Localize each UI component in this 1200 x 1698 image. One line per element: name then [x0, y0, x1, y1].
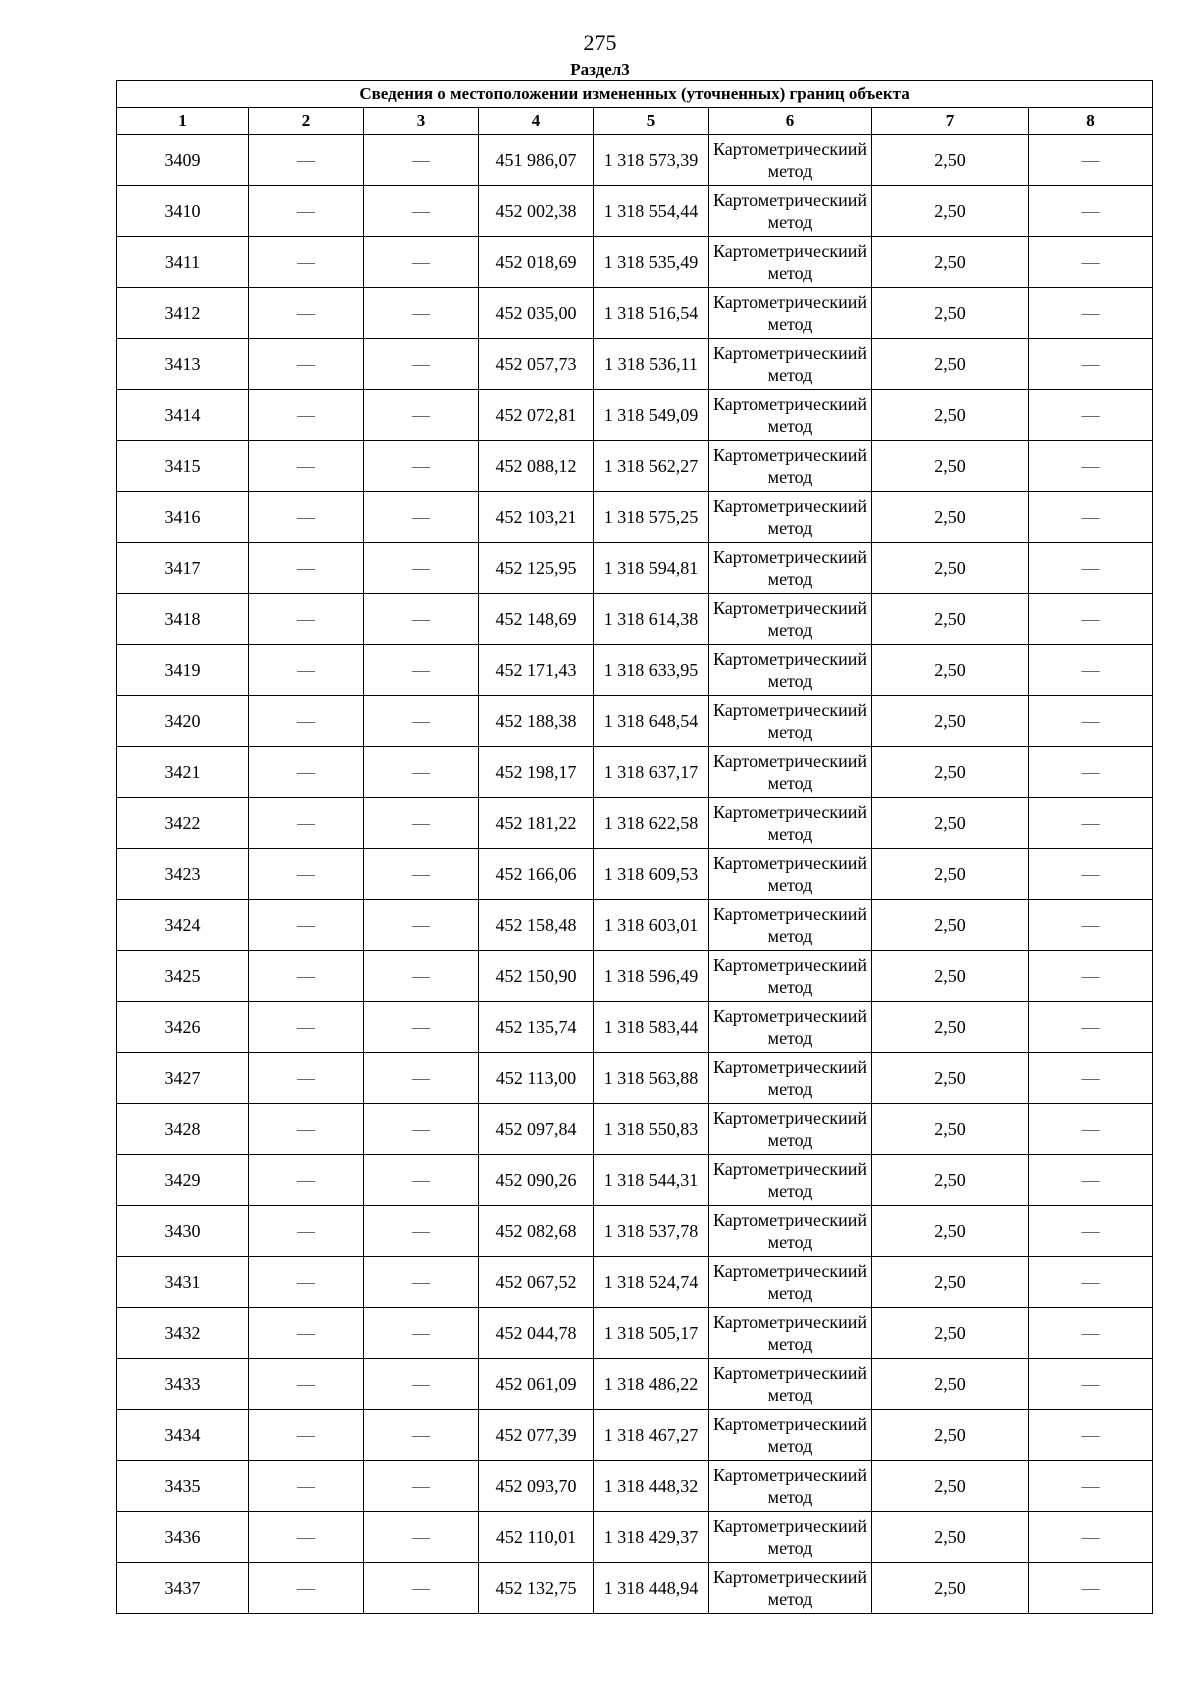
- coord-y-cell: 1 318 429,37: [594, 1512, 709, 1563]
- accuracy-cell: 2,50: [872, 696, 1029, 747]
- method-cell: Картометрическиий метод: [709, 288, 872, 339]
- point-number-cell: 3425: [117, 951, 249, 1002]
- col2-value-cell: —: [249, 492, 364, 543]
- accuracy-cell: 2,50: [872, 135, 1029, 186]
- col8-value-cell: —: [1029, 339, 1153, 390]
- method-cell: Картометрическиий метод: [709, 1410, 872, 1461]
- coord-x-cell: 452 125,95: [479, 543, 594, 594]
- coord-x-cell: 452 035,00: [479, 288, 594, 339]
- col8-value-cell: —: [1029, 1002, 1153, 1053]
- table-row: [117, 441, 1153, 492]
- col3-value-cell: —: [364, 900, 479, 951]
- coord-x-cell: 452 057,73: [479, 339, 594, 390]
- col3-value-cell: —: [364, 1563, 479, 1614]
- col2-value-cell: —: [249, 1410, 364, 1461]
- column-number-4: 4: [479, 108, 594, 135]
- coord-x-cell: 452 077,39: [479, 1410, 594, 1461]
- accuracy-cell: 2,50: [872, 1461, 1029, 1512]
- accuracy-cell: 2,50: [872, 1053, 1029, 1104]
- method-cell: Картометрическиий метод: [709, 1461, 872, 1512]
- accuracy-cell: 2,50: [872, 594, 1029, 645]
- coord-x-cell: 452 097,84: [479, 1104, 594, 1155]
- col3-value-cell: —: [364, 492, 479, 543]
- method-cell: Картометрическиий метод: [709, 339, 872, 390]
- accuracy-cell: 2,50: [872, 390, 1029, 441]
- col8-value-cell: —: [1029, 1257, 1153, 1308]
- col2-value-cell: —: [249, 1461, 364, 1512]
- col8-value-cell: —: [1029, 696, 1153, 747]
- point-number-cell: 3424: [117, 900, 249, 951]
- coord-x-cell: 452 090,26: [479, 1155, 594, 1206]
- point-number-cell: 3418: [117, 594, 249, 645]
- col2-value-cell: —: [249, 798, 364, 849]
- col3-value-cell: —: [364, 1104, 479, 1155]
- accuracy-cell: 2,50: [872, 1410, 1029, 1461]
- col2-value-cell: —: [249, 1053, 364, 1104]
- col8-value-cell: —: [1029, 849, 1153, 900]
- coord-y-cell: 1 318 614,38: [594, 594, 709, 645]
- col8-value-cell: —: [1029, 798, 1153, 849]
- method-cell: Картометрическиий метод: [709, 747, 872, 798]
- point-number-cell: 3417: [117, 543, 249, 594]
- col8-value-cell: —: [1029, 186, 1153, 237]
- coord-y-cell: 1 318 448,32: [594, 1461, 709, 1512]
- coord-x-cell: 452 088,12: [479, 441, 594, 492]
- col3-value-cell: —: [364, 594, 479, 645]
- coord-y-cell: 1 318 633,95: [594, 645, 709, 696]
- point-number-cell: 3416: [117, 492, 249, 543]
- point-number-cell: 3436: [117, 1512, 249, 1563]
- coord-y-cell: 1 318 648,54: [594, 696, 709, 747]
- method-cell: Картометрическиий метод: [709, 492, 872, 543]
- coord-x-cell: 452 198,17: [479, 747, 594, 798]
- table-row: [117, 543, 1153, 594]
- coord-y-cell: 1 318 575,25: [594, 492, 709, 543]
- accuracy-cell: 2,50: [872, 288, 1029, 339]
- table-row: [117, 594, 1153, 645]
- col8-value-cell: —: [1029, 1410, 1153, 1461]
- table-row: [117, 339, 1153, 390]
- method-cell: Картометрическиий метод: [709, 594, 872, 645]
- point-number-cell: 3421: [117, 747, 249, 798]
- coord-y-cell: 1 318 537,78: [594, 1206, 709, 1257]
- col8-value-cell: —: [1029, 951, 1153, 1002]
- col8-value-cell: —: [1029, 288, 1153, 339]
- column-number-6: 6: [709, 108, 872, 135]
- col3-value-cell: —: [364, 951, 479, 1002]
- point-number-cell: 3423: [117, 849, 249, 900]
- col3-value-cell: —: [364, 645, 479, 696]
- col8-value-cell: —: [1029, 441, 1153, 492]
- point-number-cell: 3412: [117, 288, 249, 339]
- method-cell: Картометрическиий метод: [709, 390, 872, 441]
- col3-value-cell: —: [364, 1002, 479, 1053]
- coord-y-cell: 1 318 549,09: [594, 390, 709, 441]
- method-cell: Картометрическиий метод: [709, 543, 872, 594]
- coordinates-table: [116, 80, 1153, 1614]
- table-caption: Сведения о местоположении измененных (уточненных) границ объекта: [117, 81, 1153, 108]
- col2-value-cell: —: [249, 1308, 364, 1359]
- col2-value-cell: —: [249, 1257, 364, 1308]
- column-number-1: 1: [117, 108, 249, 135]
- coord-x-cell: 452 135,74: [479, 1002, 594, 1053]
- coord-y-cell: 1 318 637,17: [594, 747, 709, 798]
- col2-value-cell: —: [249, 1104, 364, 1155]
- col3-value-cell: —: [364, 339, 479, 390]
- coord-x-cell: 452 002,38: [479, 186, 594, 237]
- col2-value-cell: —: [249, 288, 364, 339]
- col3-value-cell: —: [364, 1053, 479, 1104]
- table-row: [117, 186, 1153, 237]
- col2-value-cell: —: [249, 186, 364, 237]
- accuracy-cell: 2,50: [872, 849, 1029, 900]
- section-title: Раздел3: [570, 60, 630, 79]
- col3-value-cell: —: [364, 543, 479, 594]
- method-cell: Картометрическиий метод: [709, 237, 872, 288]
- accuracy-cell: 2,50: [872, 1104, 1029, 1155]
- accuracy-cell: 2,50: [872, 900, 1029, 951]
- col2-value-cell: —: [249, 543, 364, 594]
- accuracy-cell: 2,50: [872, 237, 1029, 288]
- point-number-cell: 3437: [117, 1563, 249, 1614]
- method-cell: Картометрическиий метод: [709, 441, 872, 492]
- col8-value-cell: —: [1029, 1308, 1153, 1359]
- accuracy-cell: 2,50: [872, 1308, 1029, 1359]
- method-cell: Картометрическиий метод: [709, 1257, 872, 1308]
- accuracy-cell: 2,50: [872, 1512, 1029, 1563]
- table-row: [117, 849, 1153, 900]
- point-number-cell: 3431: [117, 1257, 249, 1308]
- col3-value-cell: —: [364, 747, 479, 798]
- col8-value-cell: —: [1029, 492, 1153, 543]
- accuracy-cell: 2,50: [872, 1002, 1029, 1053]
- coord-y-cell: 1 318 536,11: [594, 339, 709, 390]
- coord-x-cell: 452 093,70: [479, 1461, 594, 1512]
- method-cell: Картометрическиий метод: [709, 1002, 872, 1053]
- coord-y-cell: 1 318 603,01: [594, 900, 709, 951]
- coord-x-cell: 452 113,00: [479, 1053, 594, 1104]
- method-cell: Картометрическиий метод: [709, 1053, 872, 1104]
- point-number-cell: 3410: [117, 186, 249, 237]
- table-row: [117, 1257, 1153, 1308]
- method-cell: Картометрическиий метод: [709, 186, 872, 237]
- point-number-cell: 3413: [117, 339, 249, 390]
- point-number-cell: 3430: [117, 1206, 249, 1257]
- table-row: [117, 390, 1153, 441]
- coord-y-cell: 1 318 486,22: [594, 1359, 709, 1410]
- method-cell: Картометрическиий метод: [709, 1155, 872, 1206]
- coord-y-cell: 1 318 583,44: [594, 1002, 709, 1053]
- point-number-cell: 3429: [117, 1155, 249, 1206]
- table-row: [117, 288, 1153, 339]
- col3-value-cell: —: [364, 1512, 479, 1563]
- accuracy-cell: 2,50: [872, 747, 1029, 798]
- accuracy-cell: 2,50: [872, 186, 1029, 237]
- point-number-cell: 3415: [117, 441, 249, 492]
- point-number-cell: 3420: [117, 696, 249, 747]
- col2-value-cell: —: [249, 900, 364, 951]
- col3-value-cell: —: [364, 1359, 479, 1410]
- column-number-8: 8: [1029, 108, 1153, 135]
- coord-x-cell: 452 082,68: [479, 1206, 594, 1257]
- accuracy-cell: 2,50: [872, 798, 1029, 849]
- col2-value-cell: —: [249, 1359, 364, 1410]
- coord-y-cell: 1 318 550,83: [594, 1104, 709, 1155]
- coord-y-cell: 1 318 594,81: [594, 543, 709, 594]
- table-row: [117, 645, 1153, 696]
- point-number-cell: 3426: [117, 1002, 249, 1053]
- point-number-cell: 3435: [117, 1461, 249, 1512]
- col3-value-cell: —: [364, 849, 479, 900]
- coord-y-cell: 1 318 535,49: [594, 237, 709, 288]
- coord-y-cell: 1 318 554,44: [594, 186, 709, 237]
- col3-value-cell: —: [364, 186, 479, 237]
- col2-value-cell: —: [249, 135, 364, 186]
- col2-value-cell: —: [249, 1512, 364, 1563]
- coord-x-cell: 452 171,43: [479, 645, 594, 696]
- coord-y-cell: 1 318 563,88: [594, 1053, 709, 1104]
- table-row: [117, 1410, 1153, 1461]
- col3-value-cell: —: [364, 1155, 479, 1206]
- coord-y-cell: 1 318 609,53: [594, 849, 709, 900]
- col3-value-cell: —: [364, 1257, 479, 1308]
- coord-y-cell: 1 318 467,27: [594, 1410, 709, 1461]
- column-number-row: [117, 108, 1153, 135]
- table-row: [117, 1002, 1153, 1053]
- table-row: [117, 1461, 1153, 1512]
- method-cell: Картометрическиий метод: [709, 951, 872, 1002]
- table-row: [117, 798, 1153, 849]
- col2-value-cell: —: [249, 594, 364, 645]
- table-row: [117, 1308, 1153, 1359]
- col2-value-cell: —: [249, 237, 364, 288]
- point-number-cell: 3414: [117, 390, 249, 441]
- col3-value-cell: —: [364, 1461, 479, 1512]
- accuracy-cell: 2,50: [872, 1257, 1029, 1308]
- method-cell: Картометрическиий метод: [709, 1104, 872, 1155]
- col2-value-cell: —: [249, 696, 364, 747]
- col8-value-cell: —: [1029, 1512, 1153, 1563]
- coord-x-cell: 452 067,52: [479, 1257, 594, 1308]
- method-cell: Картометрическиий метод: [709, 1563, 872, 1614]
- accuracy-cell: 2,50: [872, 441, 1029, 492]
- col3-value-cell: —: [364, 390, 479, 441]
- table-row: [117, 1206, 1153, 1257]
- page-number: 275: [583, 30, 617, 55]
- coord-x-cell: 452 188,38: [479, 696, 594, 747]
- accuracy-cell: 2,50: [872, 492, 1029, 543]
- table-row: [117, 696, 1153, 747]
- coord-y-cell: 1 318 562,27: [594, 441, 709, 492]
- col8-value-cell: —: [1029, 1104, 1153, 1155]
- coord-x-cell: 452 018,69: [479, 237, 594, 288]
- accuracy-cell: 2,50: [872, 543, 1029, 594]
- coord-x-cell: 452 181,22: [479, 798, 594, 849]
- point-number-cell: 3433: [117, 1359, 249, 1410]
- col3-value-cell: —: [364, 288, 479, 339]
- method-cell: Картометрическиий метод: [709, 1359, 872, 1410]
- col8-value-cell: —: [1029, 1563, 1153, 1614]
- table-row: [117, 1512, 1153, 1563]
- table-row: [117, 237, 1153, 288]
- accuracy-cell: 2,50: [872, 1359, 1029, 1410]
- col2-value-cell: —: [249, 645, 364, 696]
- table-row: [117, 492, 1153, 543]
- table-row: [117, 747, 1153, 798]
- column-number-7: 7: [872, 108, 1029, 135]
- point-number-cell: 3409: [117, 135, 249, 186]
- col8-value-cell: —: [1029, 1359, 1153, 1410]
- col3-value-cell: —: [364, 1206, 479, 1257]
- col3-value-cell: —: [364, 798, 479, 849]
- method-cell: Картометрическиий метод: [709, 900, 872, 951]
- coord-y-cell: 1 318 505,17: [594, 1308, 709, 1359]
- coord-y-cell: 1 318 544,31: [594, 1155, 709, 1206]
- col8-value-cell: —: [1029, 1461, 1153, 1512]
- col2-value-cell: —: [249, 849, 364, 900]
- col2-value-cell: —: [249, 951, 364, 1002]
- coord-y-cell: 1 318 524,74: [594, 1257, 709, 1308]
- method-cell: Картометрическиий метод: [709, 798, 872, 849]
- coord-x-cell: 452 061,09: [479, 1359, 594, 1410]
- col8-value-cell: —: [1029, 594, 1153, 645]
- col3-value-cell: —: [364, 441, 479, 492]
- col3-value-cell: —: [364, 237, 479, 288]
- coord-x-cell: 452 150,90: [479, 951, 594, 1002]
- accuracy-cell: 2,50: [872, 645, 1029, 696]
- col8-value-cell: —: [1029, 645, 1153, 696]
- point-number-cell: 3419: [117, 645, 249, 696]
- col8-value-cell: —: [1029, 900, 1153, 951]
- col8-value-cell: —: [1029, 747, 1153, 798]
- table-row: [117, 1359, 1153, 1410]
- coord-x-cell: 452 158,48: [479, 900, 594, 951]
- column-number-5: 5: [594, 108, 709, 135]
- point-number-cell: 3427: [117, 1053, 249, 1104]
- table-row: [117, 1104, 1153, 1155]
- method-cell: Картометрическиий метод: [709, 1206, 872, 1257]
- column-number-2: 2: [249, 108, 364, 135]
- table-row: [117, 1563, 1153, 1614]
- accuracy-cell: 2,50: [872, 1206, 1029, 1257]
- coord-x-cell: 452 148,69: [479, 594, 594, 645]
- col3-value-cell: —: [364, 1308, 479, 1359]
- method-cell: Картометрическиий метод: [709, 696, 872, 747]
- col8-value-cell: —: [1029, 1155, 1153, 1206]
- col8-value-cell: —: [1029, 543, 1153, 594]
- method-cell: Картометрическиий метод: [709, 135, 872, 186]
- method-cell: Картометрическиий метод: [709, 1308, 872, 1359]
- table-row: [117, 951, 1153, 1002]
- column-number-3: 3: [364, 108, 479, 135]
- coord-x-cell: 452 044,78: [479, 1308, 594, 1359]
- point-number-cell: 3434: [117, 1410, 249, 1461]
- table-row: [117, 900, 1153, 951]
- col8-value-cell: —: [1029, 390, 1153, 441]
- coord-y-cell: 1 318 516,54: [594, 288, 709, 339]
- coord-x-cell: 451 986,07: [479, 135, 594, 186]
- col2-value-cell: —: [249, 1155, 364, 1206]
- table-row: [117, 1155, 1153, 1206]
- col2-value-cell: —: [249, 339, 364, 390]
- accuracy-cell: 2,50: [872, 1563, 1029, 1614]
- col3-value-cell: —: [364, 696, 479, 747]
- col3-value-cell: —: [364, 1410, 479, 1461]
- accuracy-cell: 2,50: [872, 339, 1029, 390]
- col8-value-cell: —: [1029, 135, 1153, 186]
- coord-y-cell: 1 318 596,49: [594, 951, 709, 1002]
- table-row: [117, 135, 1153, 186]
- table-row: [117, 1053, 1153, 1104]
- point-number-cell: 3411: [117, 237, 249, 288]
- point-number-cell: 3422: [117, 798, 249, 849]
- col2-value-cell: —: [249, 1563, 364, 1614]
- table-body: [117, 135, 1153, 1614]
- col2-value-cell: —: [249, 747, 364, 798]
- col2-value-cell: —: [249, 1002, 364, 1053]
- col8-value-cell: —: [1029, 237, 1153, 288]
- col8-value-cell: —: [1029, 1053, 1153, 1104]
- coord-x-cell: 452 166,06: [479, 849, 594, 900]
- accuracy-cell: 2,50: [872, 951, 1029, 1002]
- coord-y-cell: 1 318 573,39: [594, 135, 709, 186]
- method-cell: Картометрическиий метод: [709, 1512, 872, 1563]
- point-number-cell: 3432: [117, 1308, 249, 1359]
- method-cell: Картометрическиий метод: [709, 849, 872, 900]
- method-cell: Картометрическиий метод: [709, 645, 872, 696]
- accuracy-cell: 2,50: [872, 1155, 1029, 1206]
- coord-x-cell: 452 103,21: [479, 492, 594, 543]
- col2-value-cell: —: [249, 390, 364, 441]
- col3-value-cell: —: [364, 135, 479, 186]
- col2-value-cell: —: [249, 1206, 364, 1257]
- coord-y-cell: 1 318 622,58: [594, 798, 709, 849]
- coord-x-cell: 452 132,75: [479, 1563, 594, 1614]
- coord-x-cell: 452 110,01: [479, 1512, 594, 1563]
- point-number-cell: 3428: [117, 1104, 249, 1155]
- col2-value-cell: —: [249, 441, 364, 492]
- col8-value-cell: —: [1029, 1206, 1153, 1257]
- coord-x-cell: 452 072,81: [479, 390, 594, 441]
- coord-y-cell: 1 318 448,94: [594, 1563, 709, 1614]
